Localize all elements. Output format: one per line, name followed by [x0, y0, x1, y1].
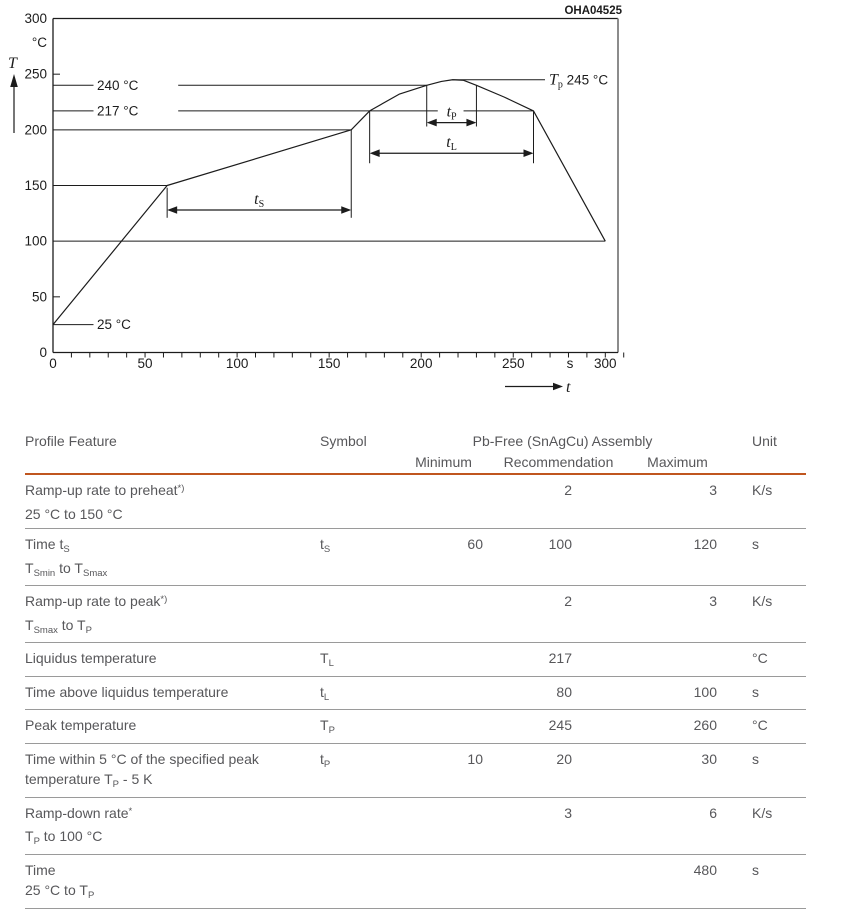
col-header-recommendation: Recommendation [503, 454, 614, 470]
symbol-cell: $t_L$ [320, 683, 330, 703]
col-header-maximum: Maximum [647, 454, 708, 470]
x-tick-label: 100 [225, 356, 249, 371]
recommendation-cell: 2 [564, 482, 572, 498]
arrowhead-icon [341, 206, 351, 214]
feature-line: Ramp-up rate to peak*) [25, 593, 168, 609]
recommendation-cell: 217 [548, 650, 572, 666]
feature-line: temperature $T_P - 5$ K [25, 771, 153, 790]
x-axis-symbol: t [566, 379, 571, 396]
peak-callout-label: Tp 245 °C [549, 71, 609, 91]
symbol-cell: $T_L$ [320, 650, 334, 669]
table-row [25, 744, 806, 798]
col-header-minimum: Minimum [415, 454, 472, 470]
table-body [25, 475, 806, 909]
x-tick-label: 250 [501, 356, 525, 371]
recommendation-cell: 3 [564, 804, 572, 821]
y-tick-label: 150 [24, 178, 47, 194]
feature-line: $T_{Smax}$ to $T_P$ [25, 616, 92, 636]
minimum-cell: 60 [467, 536, 483, 552]
y-tick-label: 250 [24, 66, 47, 82]
feature-line: $T_P$ to 100 °C [25, 828, 103, 847]
maximum-cell: 260 [693, 717, 717, 733]
feature-cell [25, 534, 320, 581]
x-tick-label: 150 [317, 356, 341, 371]
y-axis-unit: °C [31, 35, 47, 50]
arrowhead-icon [524, 149, 534, 157]
interval-label: tS [254, 190, 265, 210]
unit-cell: s [752, 683, 759, 700]
maximum-cell: 480 [693, 861, 717, 878]
col-header-symbol: Symbol [320, 433, 367, 449]
feature-line: Peak temperature [25, 717, 137, 733]
unit-cell: s [752, 750, 759, 767]
unit-cell: °C [752, 650, 768, 666]
minimum-cell: 10 [467, 750, 483, 767]
feature-line: 25 °C to 150 °C [25, 505, 123, 522]
symbol-cell [320, 480, 390, 524]
reflow-parameters-table [25, 424, 806, 909]
y-tick-label: 50 [31, 289, 47, 305]
minimum-cell [390, 682, 497, 706]
symbol-cell [320, 860, 390, 904]
feature-line: $T_{Smin}$ to $T_{Smax}$ [25, 559, 108, 579]
feature-cell [25, 591, 320, 638]
reflow-profile-chart [0, 0, 861, 412]
feature-cell [25, 682, 320, 706]
feature-line: Time above liquidus temperature [25, 683, 229, 700]
table-row [25, 643, 806, 677]
reference-line-label: 240 °C [97, 77, 139, 93]
recommendation-cell: 100 [548, 536, 572, 552]
reflow-profile-svg [0, 0, 861, 412]
x-axis-arrow-icon [505, 383, 563, 390]
y-tick-label: 0 [39, 345, 47, 360]
table-row [25, 710, 806, 744]
maximum-cell: 6 [709, 804, 717, 821]
feature-cell [25, 860, 320, 904]
feature-cell [25, 749, 320, 793]
minimum-cell [390, 860, 497, 904]
x-tick-label: 300 [594, 356, 617, 371]
maximum-cell: 3 [709, 593, 717, 609]
table-row [25, 677, 806, 711]
minimum-cell [390, 648, 497, 672]
figure-code: OHA04525 [564, 5, 622, 17]
col-header-assembly-group: Pb-Free (SnAgCu) Assembly [472, 433, 653, 449]
x-tick-label: 200 [409, 356, 433, 371]
minimum-cell [390, 480, 497, 524]
table-row [25, 798, 806, 855]
feature-line: 25 °C to $T_P$ [25, 882, 95, 901]
maximum-cell: 100 [693, 683, 717, 700]
symbol-cell: $t_P$ [320, 750, 331, 770]
col-header-unit: Unit [752, 433, 777, 449]
recommendation-cell: 20 [556, 750, 572, 767]
interval-label: tL [446, 134, 457, 154]
symbol-cell [320, 591, 390, 638]
reference-line-label: 217 °C [97, 103, 139, 119]
arrowhead-icon [370, 149, 380, 157]
maximum-cell: 120 [693, 536, 717, 552]
y-tick-label: 100 [24, 233, 47, 249]
recommendation-cell: 2 [564, 593, 572, 609]
y-tick-label: 300 [24, 11, 47, 27]
feature-line: Ramp-down rate* [25, 804, 133, 821]
x-axis-unit: s [566, 356, 574, 371]
unit-cell: °C [752, 717, 768, 733]
table-row [25, 855, 806, 909]
arrowhead-icon [427, 119, 437, 127]
table-row [25, 586, 806, 643]
maximum-cell: 30 [701, 750, 717, 767]
y-axis-symbol: T [8, 55, 17, 72]
chart-generated-layer [24, 11, 623, 371]
unit-cell: s [752, 861, 759, 878]
symbol-cell [320, 803, 390, 850]
minimum-cell [390, 803, 497, 850]
arrowhead-icon [167, 206, 177, 214]
table-header [25, 424, 806, 475]
recommendation-cell: 245 [548, 717, 572, 733]
feature-cell [25, 715, 320, 739]
feature-cell [25, 480, 320, 524]
feature-cell [25, 648, 320, 672]
recommendation-cell: 80 [556, 683, 572, 700]
y-tick-label: 200 [24, 122, 47, 138]
feature-line: Time [25, 861, 56, 878]
minimum-cell [390, 715, 497, 739]
table-row [25, 529, 806, 586]
unit-cell: K/s [752, 482, 773, 498]
unit-cell: K/s [752, 804, 773, 821]
interval-label: tP [446, 103, 457, 123]
feature-cell [25, 803, 320, 850]
y-axis-arrow-icon [10, 74, 18, 133]
recommendation-cell [497, 860, 620, 904]
symbol-cell: $T_P$ [320, 717, 335, 736]
maximum-cell: 3 [709, 482, 717, 498]
symbol-cell: $t_S$ [320, 536, 331, 555]
maximum-cell [620, 648, 735, 672]
col-header-profile-feature: Profile Feature [25, 433, 117, 449]
x-tick-label: 0 [49, 356, 57, 371]
feature-line: Time $t_S$ [25, 536, 70, 555]
table-row [25, 475, 806, 529]
arrowhead-icon [466, 119, 476, 127]
minimum-cell [390, 591, 497, 638]
feature-line: Ramp-up rate to preheat*) [25, 482, 185, 498]
unit-cell: s [752, 536, 759, 552]
feature-line: Time within 5 °C of the specified peak [25, 750, 259, 767]
feature-line: Liquidus temperature [25, 650, 157, 666]
x-tick-label: 50 [137, 356, 153, 371]
reference-line-label: 25 °C [97, 317, 131, 333]
unit-cell: K/s [752, 593, 773, 609]
